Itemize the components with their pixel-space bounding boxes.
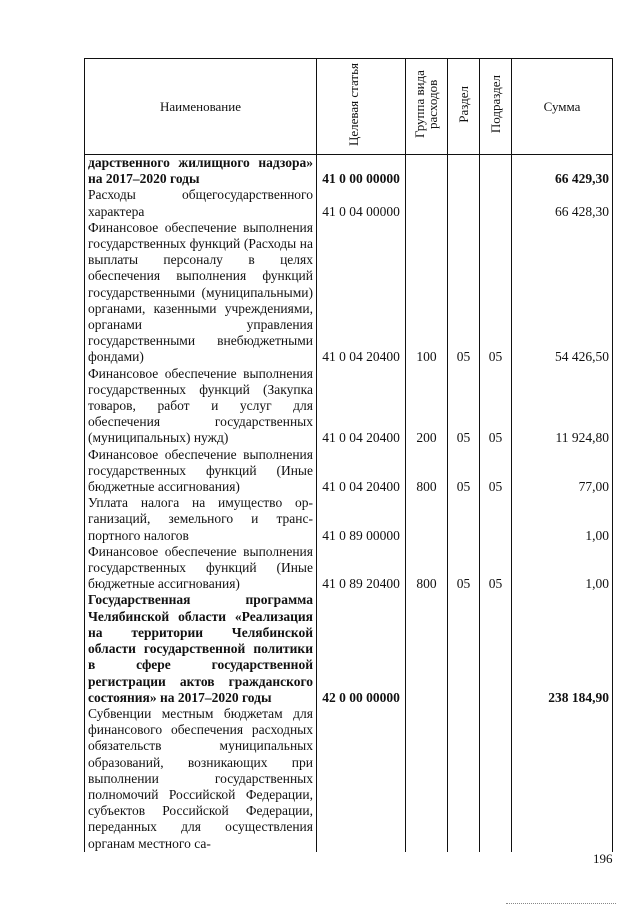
row-group: 100: [406, 220, 448, 366]
table-row: [85, 447, 613, 496]
table-row: [85, 544, 613, 593]
header-sum: Сумма: [512, 59, 613, 155]
row-code: 41 0 89 00000: [317, 495, 406, 544]
scan-artifact-line: [506, 903, 616, 904]
row-sum: 238 184,90: [512, 592, 613, 705]
table-row: [85, 366, 613, 447]
row-sum: 66 428,30: [512, 187, 613, 219]
budget-table: [84, 58, 613, 852]
row-subsection: [480, 155, 512, 188]
row-section: 05: [448, 366, 480, 447]
row-subsection: [480, 187, 512, 219]
row-sum: 77,00: [512, 447, 613, 496]
row-code: 41 0 89 20400: [317, 544, 406, 593]
row-section: [448, 187, 480, 219]
row-code: 41 0 04 20400: [317, 366, 406, 447]
row-group: 200: [406, 366, 448, 447]
table-row: [85, 495, 613, 544]
table-row: [85, 155, 613, 188]
row-name: Государственная программа Челябинской области «Реализация на территории Челябинской области государственной политики в сфере государственной регистрации актов гражданского состояния» на 2017–2020 годы: [85, 592, 317, 705]
row-group: 800: [406, 447, 448, 496]
header-subsection: Подраздел: [480, 59, 512, 155]
header-article: Целевая статья: [317, 59, 406, 155]
header-name: Наименование: [85, 59, 317, 155]
row-section: [448, 495, 480, 544]
row-subsection: 05: [480, 447, 512, 496]
row-section: 05: [448, 544, 480, 593]
row-section: [448, 706, 480, 852]
row-code: 41 0 00 00000: [317, 155, 406, 188]
row-group: [406, 592, 448, 705]
row-subsection: 05: [480, 366, 512, 447]
row-name: Финансовое обеспечение выполнения государственных функций (Закупка товаров, работ и услуг для обеспечения государственных (муниципальных) нужд): [85, 366, 317, 447]
row-sum: 66 429,30: [512, 155, 613, 188]
table-header-row: [85, 59, 613, 155]
row-name: дарственного жилищного надзора» на 2017–2020 годы: [85, 155, 317, 188]
row-sum: 54 426,50: [512, 220, 613, 366]
page-number: 196: [593, 851, 613, 866]
table-row: [85, 220, 613, 366]
row-code: 41 0 04 00000: [317, 187, 406, 219]
row-name: Расходы общегосударственного характера: [85, 187, 317, 219]
row-code: 42 0 00 00000: [317, 592, 406, 705]
row-sum: 11 924,80: [512, 366, 613, 447]
row-section: 05: [448, 447, 480, 496]
table-row: [85, 592, 613, 705]
row-sum: 1,00: [512, 544, 613, 593]
row-section: [448, 592, 480, 705]
row-subsection: 05: [480, 220, 512, 366]
row-group: [406, 706, 448, 852]
row-group: 800: [406, 544, 448, 593]
row-subsection: [480, 592, 512, 705]
row-name: Субвенции местным бюджетам для финансового обеспечения расходных обязательств муниципальных образований, возникающих при выполнении государственных полномочий Российской Федерации, субъектов Российской Федерации, переданных для осуществления органам местного са-: [85, 706, 317, 852]
header-section: Раздел: [448, 59, 480, 155]
row-name: Уплата налога на имущество организаций, земельного и транспортного налогов: [85, 495, 317, 544]
table-row: [85, 706, 613, 852]
row-section: 05: [448, 220, 480, 366]
row-subsection: [480, 495, 512, 544]
row-sum: 1,00: [512, 495, 613, 544]
row-code: [317, 706, 406, 852]
row-group: [406, 155, 448, 188]
row-sum: [512, 706, 613, 852]
row-group: [406, 187, 448, 219]
row-subsection: 05: [480, 544, 512, 593]
row-group: [406, 495, 448, 544]
table-row: [85, 187, 613, 219]
row-code: 41 0 04 20400: [317, 220, 406, 366]
row-code: 41 0 04 20400: [317, 447, 406, 496]
row-name: Финансовое обеспечение выполнения государственных функций (Иные бюджетные ассигнования): [85, 544, 317, 593]
row-name: Финансовое обеспечение выполнения государственных функций (Иные бюджетные ассигнования): [85, 447, 317, 496]
row-name: Финансовое обеспечение выполнения государственных функций (Расходы на выплаты персоналу в целях обеспечения выполнения функций государственными (муниципальными) органами, казенными учреждениями, органами управления государственными внебюджетными фондами): [85, 220, 317, 366]
header-group: Группа вида расходов: [406, 59, 448, 155]
row-subsection: [480, 706, 512, 852]
row-section: [448, 155, 480, 188]
